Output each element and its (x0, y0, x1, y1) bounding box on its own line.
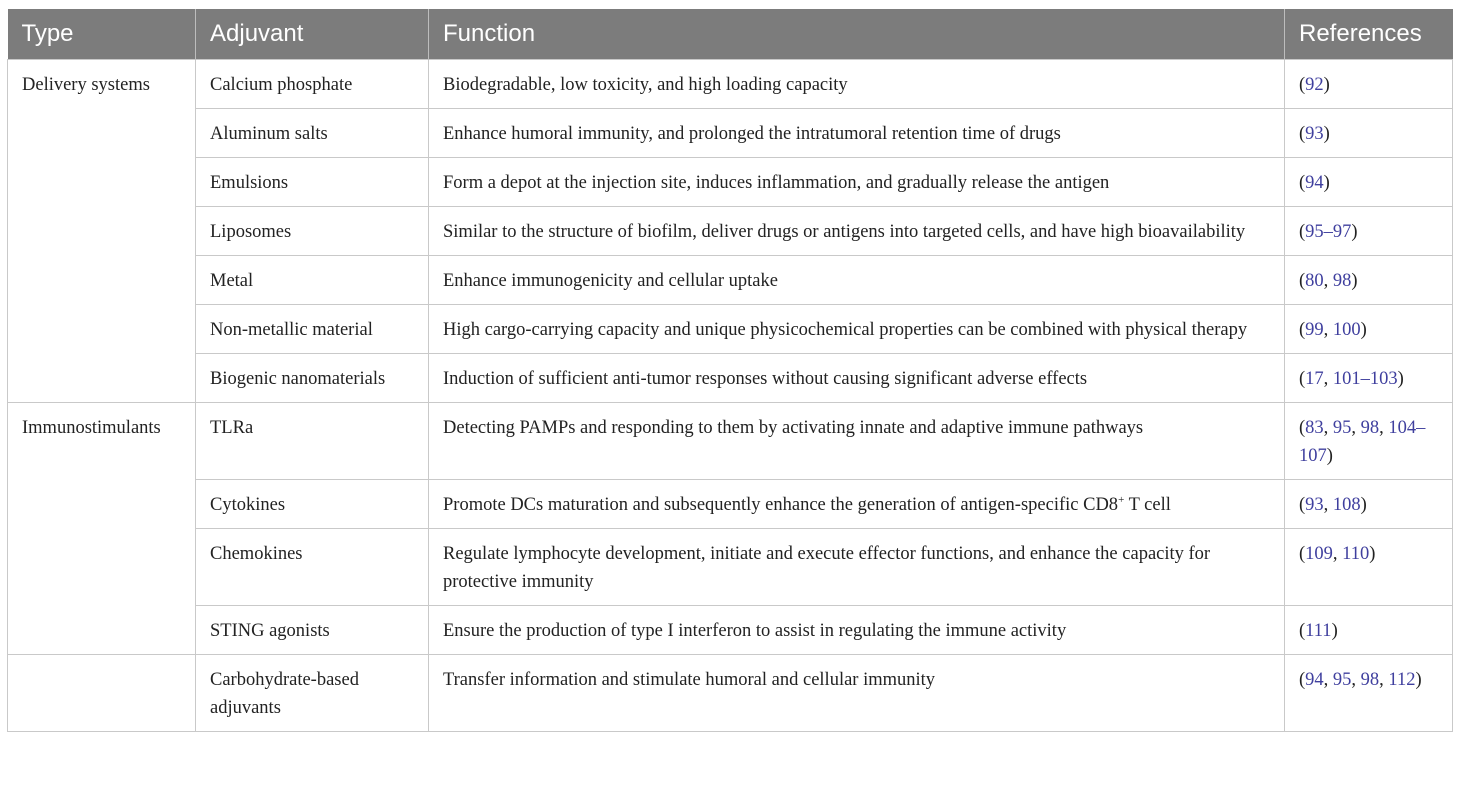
table-header (8, 9, 1453, 60)
table-row (8, 480, 1453, 529)
function-cell (429, 207, 1285, 256)
adjuvant-table (7, 9, 1453, 732)
reference-link[interactable]: 17 (1305, 369, 1324, 389)
references-cell: (83, 95, 98, 104–107) (1285, 403, 1453, 480)
function-text: Similar to the structure of biofilm, deliver drugs or antigens into targeted cells, and have high bioavailability (443, 222, 1246, 242)
function-cell (429, 305, 1285, 354)
function-cell (429, 354, 1285, 403)
table-row (8, 354, 1453, 403)
header-function: Function (429, 9, 1285, 60)
table-row (8, 403, 1453, 480)
table-row (8, 109, 1453, 158)
type-cell: Immunostimulants (8, 403, 196, 655)
table-row (8, 207, 1453, 256)
function-text: Form a depot at the injection site, induces inflammation, and gradually release the antigen (443, 173, 1110, 193)
type-cell (8, 655, 196, 732)
references-cell: (95–97) (1285, 207, 1453, 256)
adjuvant-cell: Calcium phosphate (196, 60, 429, 109)
header-adjuvant: Adjuvant (196, 9, 429, 60)
function-text: Promote DCs maturation and subsequently enhance the generation of antigen-specific CD8 (443, 495, 1119, 515)
reference-link[interactable]: 98 (1360, 418, 1380, 438)
function-text: Regulate lymphocyte development, initiate and execute effector functions, and enhance the capacity for protective immunity (443, 544, 1211, 592)
references-cell: (93, 108) (1285, 480, 1453, 529)
reference-link[interactable]: 100 (1332, 320, 1361, 340)
adjuvant-cell: Cytokines (196, 480, 429, 529)
reference-link[interactable]: 80 (1305, 271, 1324, 291)
table-row (8, 655, 1453, 732)
reference-link[interactable]: 92 (1305, 75, 1324, 95)
reference-link[interactable]: 94 (1305, 173, 1324, 193)
function-cell (429, 606, 1285, 655)
function-cell (429, 158, 1285, 207)
references-cell: (80, 98) (1285, 256, 1453, 305)
table-row (8, 158, 1453, 207)
reference-link[interactable]: 98 (1332, 271, 1352, 291)
function-cell (429, 529, 1285, 606)
table-row (8, 606, 1453, 655)
function-cell (429, 655, 1285, 732)
reference-link[interactable]: 108 (1332, 495, 1361, 515)
reference-link[interactable]: 95–97 (1305, 222, 1352, 242)
adjuvant-cell: TLRa (196, 403, 429, 480)
adjuvant-cell: Liposomes (196, 207, 429, 256)
function-cell (429, 60, 1285, 109)
function-cell (429, 109, 1285, 158)
type-cell: Delivery systems (8, 60, 196, 403)
adjuvant-cell: Biogenic nanomaterials (196, 354, 429, 403)
reference-link[interactable]: 110 (1342, 544, 1370, 564)
adjuvant-cell: STING agonists (196, 606, 429, 655)
function-text-tail: T cell (1124, 495, 1171, 515)
table-row (8, 60, 1453, 109)
reference-link[interactable]: 83 (1305, 418, 1324, 438)
reference-link[interactable]: 95 (1332, 670, 1352, 690)
function-text: High cargo-carrying capacity and unique physicochemical properties can be combined with physical therapy (443, 320, 1248, 340)
header-type: Type (8, 9, 196, 60)
function-cell (429, 403, 1285, 480)
reference-link[interactable]: 111 (1305, 621, 1332, 641)
reference-link[interactable]: 101–103 (1332, 369, 1398, 389)
table-row (8, 305, 1453, 354)
references-cell: (92) (1285, 60, 1453, 109)
reference-link[interactable]: 93 (1305, 495, 1324, 515)
function-cell (429, 480, 1285, 529)
adjuvant-cell: Aluminum salts (196, 109, 429, 158)
reference-link[interactable]: 112 (1388, 670, 1416, 690)
reference-link[interactable]: 104–107 (1299, 418, 1426, 466)
reference-link[interactable]: 93 (1305, 124, 1324, 144)
function-text: Transfer information and stimulate humoral and cellular immunity (443, 670, 936, 690)
references-cell: (94, 95, 98, 112) (1285, 655, 1453, 732)
reference-link[interactable]: 94 (1305, 670, 1324, 690)
references-cell: (109, 110) (1285, 529, 1453, 606)
function-text: Detecting PAMPs and responding to them by activating innate and adaptive immune pathways (443, 418, 1144, 438)
adjuvant-cell: Emulsions (196, 158, 429, 207)
function-text: Induction of sufficient anti-tumor responses without causing significant adverse effects (443, 369, 1088, 389)
adjuvant-cell: Non-metallic material (196, 305, 429, 354)
function-text: Enhance immunogenicity and cellular uptake (443, 271, 778, 291)
references-cell: (94) (1285, 158, 1453, 207)
references-cell: (99, 100) (1285, 305, 1453, 354)
table-row (8, 529, 1453, 606)
function-text: Biodegradable, low toxicity, and high loading capacity (443, 75, 848, 95)
reference-link[interactable]: 95 (1332, 418, 1352, 438)
function-superscript: + (1118, 493, 1125, 506)
function-text: Enhance humoral immunity, and prolonged the intratumoral retention time of drugs (443, 124, 1061, 144)
adjuvant-cell: Metal (196, 256, 429, 305)
adjuvant-cell: Chemokines (196, 529, 429, 606)
header-references: References (1285, 9, 1453, 60)
function-cell (429, 256, 1285, 305)
references-cell: (93) (1285, 109, 1453, 158)
table-row (8, 256, 1453, 305)
function-text: Ensure the production of type I interferon to assist in regulating the immune activity (443, 621, 1067, 641)
references-cell: (17, 101–103) (1285, 354, 1453, 403)
adjuvant-cell: Carbohydrate-based adjuvants (196, 655, 429, 732)
reference-link[interactable]: 98 (1360, 670, 1380, 690)
table-body (8, 60, 1453, 732)
references-cell: (111) (1285, 606, 1453, 655)
reference-link[interactable]: 99 (1305, 320, 1324, 340)
reference-link[interactable]: 109 (1305, 544, 1333, 564)
